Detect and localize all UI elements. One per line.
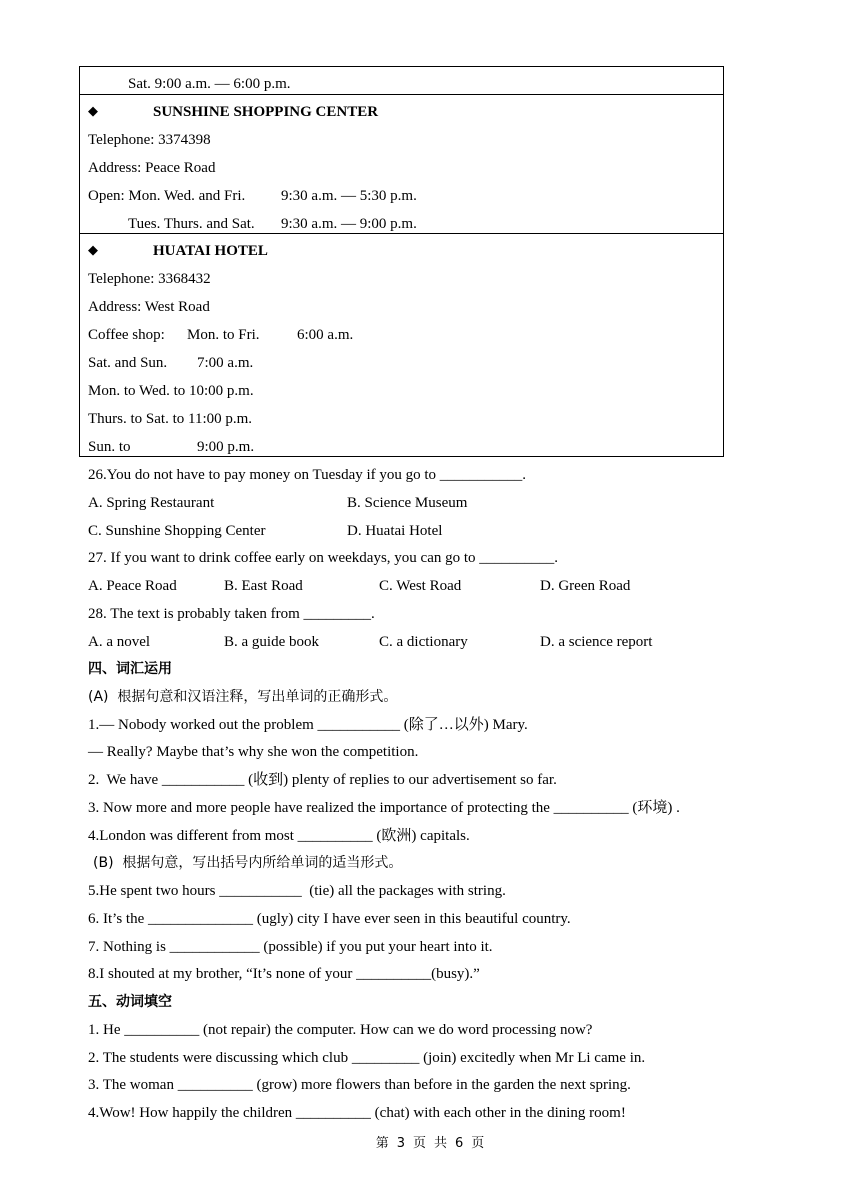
section5-item: 3. The woman __________ (grow) more flowers than before in the garden the next spring.: [88, 1077, 631, 1093]
q26-stem: 26.You do not have to pay money on Tuesday if you go to ___________.: [88, 467, 527, 483]
sunshine-open-time1: 9:30 a.m. — 5:30 p.m.: [281, 188, 417, 204]
q27-stem: 27. If you want to drink coffee early on weekdays, you can go to __________.: [88, 550, 559, 566]
coffee-time: 6:00 a.m.: [297, 327, 354, 343]
q28-stem: 28. The text is probably taken from _________.: [88, 606, 375, 622]
diamond-bullet-icon: ◆: [88, 104, 98, 119]
thu-sat-hours: Thurs. to Sat. to 11:00 p.m.: [88, 411, 253, 427]
footer-total-pages: 6: [455, 1136, 464, 1151]
section4-item: 3. Now more and more people have realized the importance of protecting the __________ (环境) .: [88, 800, 680, 816]
section4-part-b: (B) 根据句意，写出括号内所给单词的适当形式。: [93, 855, 403, 871]
q26-option-b: B. Science Museum: [347, 495, 468, 511]
section5-item: 2. The students were discussing which club _________ (join) excitedly when Mr Li came in.: [88, 1050, 646, 1066]
diamond-bullet-icon: ◆: [88, 243, 98, 258]
huatai-telephone: Telephone: 3368432: [88, 271, 211, 287]
page-footer: [0, 1132, 860, 1151]
q28-option-d: D. a science report: [540, 634, 653, 650]
sunshine-address: Address: Peace Road: [88, 160, 216, 176]
section4-item: — Really? Maybe that’s why she won the competition.: [88, 744, 419, 760]
q27-option-d: D. Green Road: [540, 578, 631, 594]
q27-option-b: B. East Road: [224, 578, 303, 594]
sunshine-days2: Tues. Thurs. and Sat.: [128, 216, 255, 232]
section4-item: 4.London was different from most __________ (欧洲) capitals.: [88, 828, 470, 844]
q28-option-a: A. a novel: [88, 634, 151, 650]
section4-item-b: 8.I shouted at my brother, “It’s none of your __________(busy).”: [88, 966, 480, 982]
q26-option-c: C. Sunshine Shopping Center: [88, 523, 266, 539]
section4-item-b: 5.He spent two hours ___________ (tie) all the packages with string.: [88, 883, 506, 899]
section5-title: 五、动词填空: [88, 994, 172, 1010]
hours-sat-text: Sat. 9:00 a.m. — 6:00 p.m.: [128, 76, 291, 92]
footer-page-number: 3: [396, 1136, 405, 1151]
q28-option-c: C. a dictionary: [379, 634, 468, 650]
section4-part-a: (A) 根据句意和汉语注释，写出单词的正确形式。: [88, 689, 398, 705]
q27-option-a: A. Peace Road: [88, 578, 177, 594]
sunshine-open-time2: 9:30 a.m. — 9:00 p.m.: [281, 216, 417, 232]
coffee-days: Mon. to Fri.: [187, 327, 260, 343]
footer-ye2: 页: [471, 1136, 485, 1151]
sunshine-name: SUNSHINE SHOPPING CENTER: [153, 104, 379, 120]
sun-label: Sun. to: [88, 439, 131, 455]
coffee-label: Coffee shop:: [88, 327, 165, 343]
section4-item: 2. We have ___________ (收到) plenty of replies to our advertisement so far.: [88, 772, 557, 788]
sat-sun-time: 7:00 a.m.: [197, 355, 254, 371]
q27-option-c: C. West Road: [379, 578, 462, 594]
q28-option-b: B. a guide book: [224, 634, 319, 650]
footer-ye: 页: [412, 1136, 426, 1151]
section4-item-b: 7. Nothing is ____________ (possible) if you put your heart into it.: [88, 939, 493, 955]
section4-item: 1.— Nobody worked out the problem ___________ (除了…以外) Mary.: [88, 717, 528, 733]
huatai-address: Address: West Road: [88, 299, 210, 315]
mon-wed-hours: Mon. to Wed. to 10:00 p.m.: [88, 383, 254, 399]
sun-time: 9:00 p.m.: [197, 439, 255, 455]
huatai-name: HUATAI HOTEL: [153, 243, 268, 259]
section4-item-b: 6. It’s the ______________ (ugly) city I have ever seen in this beautiful country.: [88, 911, 571, 927]
q26-option-d: D. Huatai Hotel: [347, 523, 443, 539]
footer-di: 第: [375, 1136, 389, 1151]
section5-item: 4.Wow! How happily the children __________ (chat) with each other in the dining room!: [88, 1105, 626, 1121]
section4-title: 四、词汇运用: [88, 661, 172, 677]
sunshine-telephone: Telephone: 3374398: [88, 132, 211, 148]
section5-item: 1. He __________ (not repair) the computer. How can we do word processing now?: [88, 1022, 593, 1038]
sunshine-open-label: Open: Mon. Wed. and Fri.: [88, 188, 246, 204]
q26-option-a: A. Spring Restaurant: [88, 495, 215, 511]
sat-sun-label: Sat. and Sun.: [88, 355, 168, 371]
footer-gong: 共: [434, 1136, 448, 1151]
